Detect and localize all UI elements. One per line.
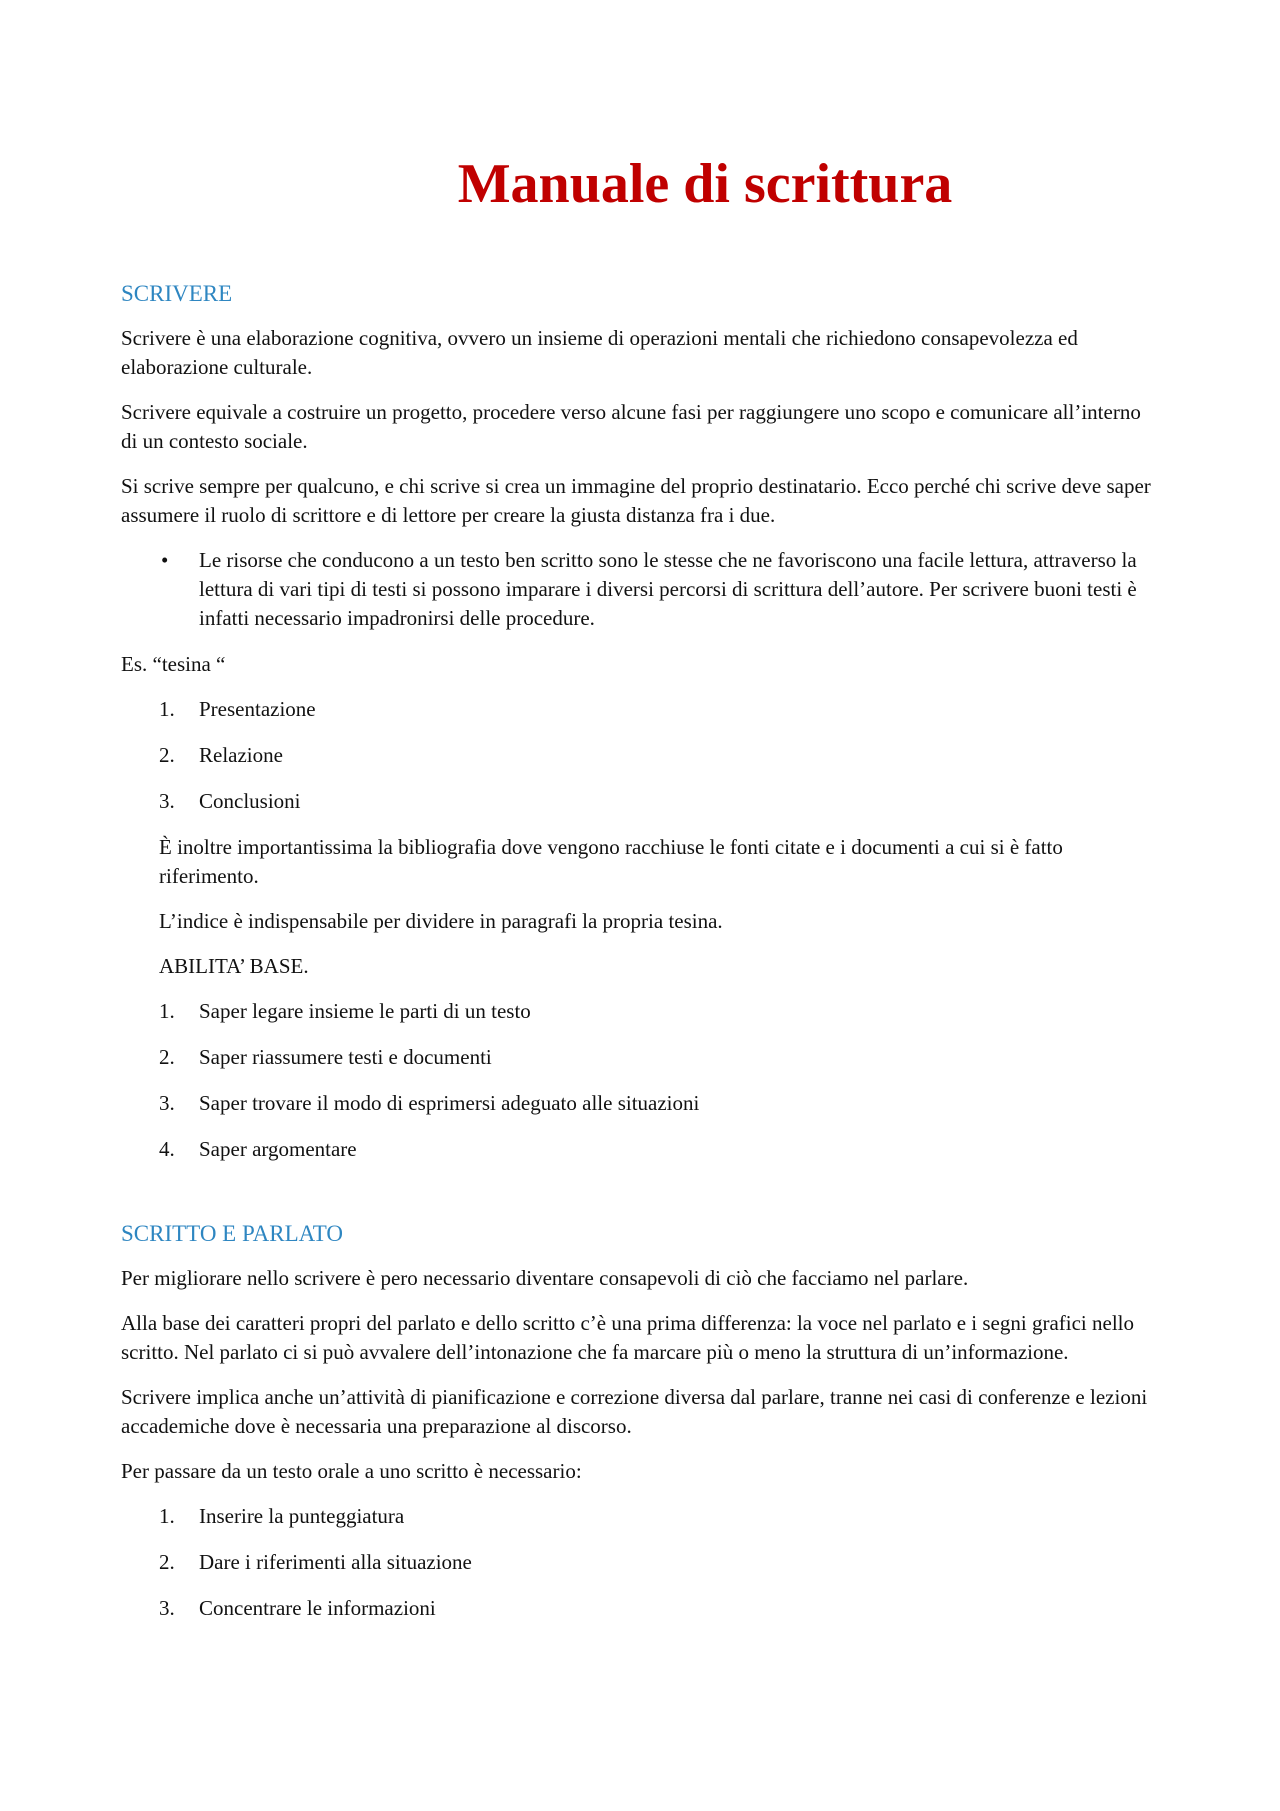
list-text: Conclusioni bbox=[199, 789, 301, 813]
list-text: Dare i riferimenti alla situazione bbox=[199, 1550, 472, 1574]
list-text: Saper argomentare bbox=[199, 1137, 357, 1161]
paragraph: Si scrive sempre per qualcuno, e chi scrive si crea un immagine del proprio destinatario. Ecco perché chi scrive deve saper assumere il ruolo di scrittore e di lettore per creare la giusta distanza fra i due. bbox=[121, 474, 1151, 527]
list-item bbox=[121, 695, 1161, 724]
paragraph: Scrivere è una elaborazione cognitiva, ovvero un insieme di operazioni mentali che richiedono consapevolezza ed elaborazione culturale. bbox=[121, 326, 1078, 379]
skills-label: ABILITA’ BASE. bbox=[159, 954, 309, 978]
bullet-text: Le risorse che conducono a un testo ben scritto sono le stesse che ne favoriscono una facile lettura, attraverso la lettura di vari tipi di testi si possono imparare i diversi percorsi di scrittura dell’autore. Per scrivere buoni testi è infatti necessario impadronirsi delle procedure. bbox=[199, 548, 1137, 630]
list-number: 3. bbox=[159, 1596, 175, 1620]
list-number: 3. bbox=[159, 1091, 175, 1115]
list-text: Inserire la punteggiatura bbox=[199, 1504, 405, 1528]
document-title: Manuale di scrittura bbox=[457, 153, 953, 215]
list-number: 2. bbox=[159, 1045, 175, 1069]
list-item bbox=[121, 1135, 1161, 1164]
tesina-list bbox=[121, 695, 1161, 816]
bullet-list bbox=[121, 546, 1161, 633]
list-item bbox=[121, 741, 1161, 770]
skills-list bbox=[121, 997, 1161, 1164]
list-number: 1. bbox=[159, 1504, 175, 1528]
paragraph: Scrivere equivale a costruire un progetto, procedere verso alcune fasi per raggiungere uno scopo e comunicare all’interno di un contesto sociale. bbox=[121, 400, 1141, 453]
paragraph: Per migliorare nello scrivere è pero necessario diventare consapevoli di ciò che facciamo nel parlare. bbox=[121, 1266, 969, 1290]
list-text: Relazione bbox=[199, 743, 283, 767]
list-text: Saper trovare il modo di esprimersi adeguato alle situazioni bbox=[199, 1091, 700, 1115]
list-number: 2. bbox=[159, 1550, 175, 1574]
list-number: 1. bbox=[159, 999, 175, 1023]
list-text: Saper riassumere testi e documenti bbox=[199, 1045, 492, 1069]
example-label: Es. “tesina “ bbox=[121, 652, 226, 676]
list-item bbox=[121, 787, 1161, 816]
list-number: 3. bbox=[159, 789, 175, 813]
list-item bbox=[121, 546, 1161, 633]
index-note: L’indice è indispensabile per dividere in paragrafi la propria tesina. bbox=[159, 909, 723, 933]
list-item bbox=[121, 1089, 1161, 1118]
paragraph: Alla base dei caratteri propri del parlato e dello scritto c’è una prima differenza: la voce nel parlato e i segni grafici nello scritto. Nel parlato ci si può avvalere dell’intonazione che fa marcare più o meno la struttura di un’informazione. bbox=[121, 1311, 1134, 1364]
document-body bbox=[121, 278, 1161, 1640]
list-item bbox=[121, 1043, 1161, 1072]
list-number: 2. bbox=[159, 743, 175, 767]
list-number: 1. bbox=[159, 697, 175, 721]
list-text: Concentrare le informazioni bbox=[199, 1596, 436, 1620]
list-item bbox=[121, 1548, 1161, 1577]
section-heading-scrivere: SCRIVERE bbox=[121, 281, 233, 306]
list-text: Saper legare insieme le parti di un testo bbox=[199, 999, 531, 1023]
bibliography-note: È inoltre importantissima la bibliografia dove vengono racchiuse le fonti citate e i documenti a cui si è fatto riferimento. bbox=[159, 835, 1063, 888]
list-item bbox=[121, 1502, 1161, 1531]
section-heading-scritto-e-parlato: SCRITTO E PARLATO bbox=[121, 1221, 343, 1246]
list-number: 4. bbox=[159, 1137, 175, 1161]
list-item bbox=[121, 997, 1161, 1026]
list-text: Presentazione bbox=[199, 697, 316, 721]
paragraph: Per passare da un testo orale a uno scritto è necessario: bbox=[121, 1459, 582, 1483]
bullet-mark: • bbox=[161, 548, 169, 572]
list-item bbox=[121, 1594, 1161, 1623]
steps-list bbox=[121, 1502, 1161, 1623]
paragraph: Scrivere implica anche un’attività di pianificazione e correzione diversa dal parlare, tranne nei casi di conferenze e lezioni accademiche dove è necessaria una preparazione al discorso. bbox=[121, 1385, 1148, 1438]
